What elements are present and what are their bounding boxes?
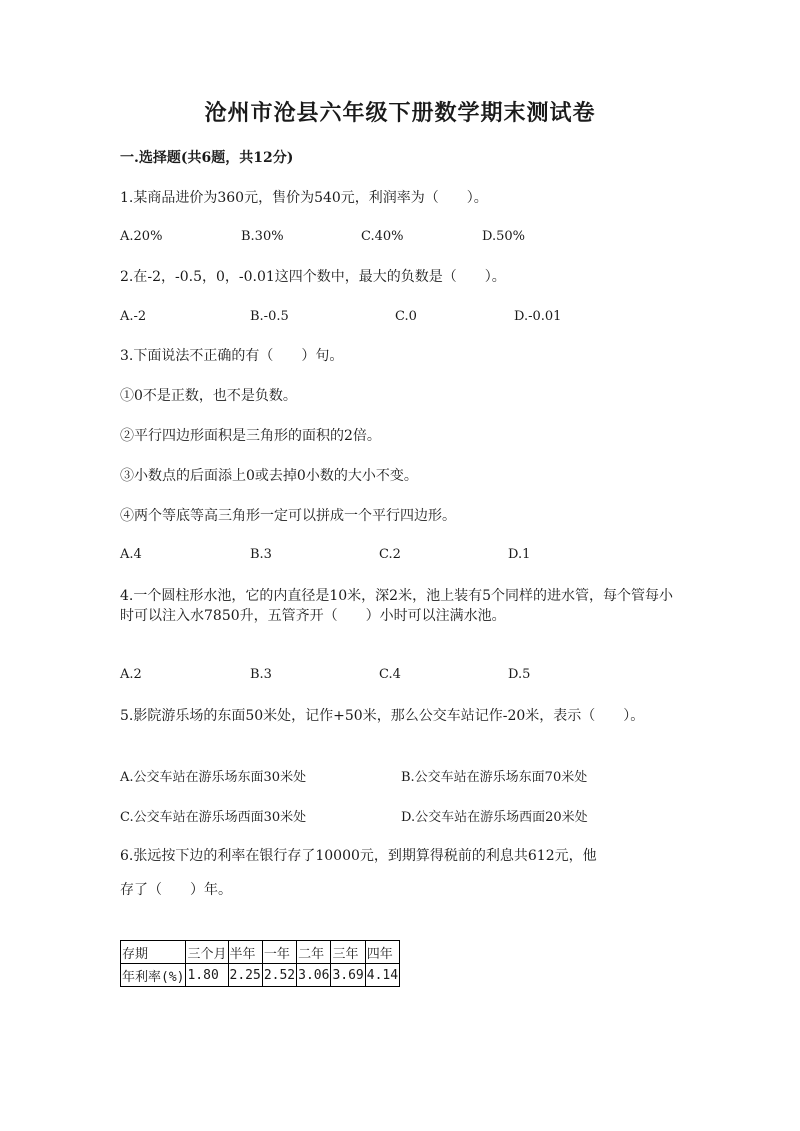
question-3-text: 3.下面说法不正确的有（ ）句。 [120,348,344,364]
q5-option-b: B.公交车站在游乐场东面70米处 [401,770,588,785]
table-cell: 三年 [331,941,365,964]
q3-statement-3: ③小数点的后面添上0或去掉0小数的大小不变。 [120,468,418,484]
q5-option-c: C.公交车站在游乐场西面30米处 [120,810,307,825]
table-cell: 年利率(%) [121,964,186,987]
table-header-row [121,941,400,964]
q3-option-c: C.2 [379,547,401,562]
question-1-text: 1.某商品进价为360元，售价为540元，利润率为（ ）。 [120,190,488,206]
q2-option-c: C.0 [395,309,417,324]
table-cell: 二年 [297,941,331,964]
q3-option-d: D.1 [508,547,531,562]
table-row [121,964,400,987]
table-cell: 2.52 [262,964,296,987]
table-cell: 一年 [262,941,296,964]
table-cell: 4.14 [365,964,399,987]
question-6-text-line-1: 6.张远按下边的利率在银行存了10000元，到期算得税前的利息共612元，他 [120,848,597,864]
q2-option-b: B.-0.5 [250,309,289,324]
q1-option-d: D.50% [482,229,525,244]
table-cell: 存期 [121,941,186,964]
question-4-text: 4.一个圆柱形水池，它的内直径是10米，深2米，池上装有5个同样的进水管，每个管每小时可以注入水7850升，五管齐开（ ）小时可以注满水池。 [120,588,673,624]
q3-statement-2: ②平行四边形面积是三角形的面积的2倍。 [120,428,381,444]
q3-statement-4: ④两个等底等高三角形一定可以拼成一个平行四边形。 [120,508,456,524]
table-cell: 半年 [228,941,262,964]
q1-option-c: C.40% [361,229,404,244]
q4-option-a: A.2 [120,667,142,682]
q3-option-b: B.3 [250,547,272,562]
table-cell: 四年 [365,941,399,964]
q3-option-a: A.4 [120,547,142,562]
question-2-text: 2.在-2，-0.5，0，-0.01这四个数中，最大的负数是（ ）。 [120,269,506,285]
table-cell: 三个月 [186,941,228,964]
q1-option-a: A.20% [120,229,163,244]
q1-option-b: B.30% [241,229,284,244]
table-cell: 3.06 [297,964,331,987]
q3-statement-1: ①0不是正数，也不是负数。 [120,388,297,404]
table-cell: 3.69 [331,964,365,987]
interest-rate-table [120,940,400,987]
q2-option-a: A.-2 [120,309,147,324]
section-heading: 一.选择题(共6题，共12分) [120,150,294,166]
q4-option-d: D.5 [508,667,531,682]
question-6-text-line-2: 存了（ ）年。 [120,882,232,898]
q5-option-a: A.公交车站在游乐场东面30米处 [120,770,307,785]
table-cell: 2.25 [228,964,262,987]
page-title: 沧州市沧县六年级下册数学期末测试卷 [204,100,596,126]
table-cell: 1.80 [186,964,228,987]
q2-option-d: D.-0.01 [514,309,562,324]
q4-option-c: C.4 [379,667,401,682]
q4-option-b: B.3 [250,667,272,682]
q5-option-d: D.公交车站在游乐场西面20米处 [401,810,588,825]
question-5-text: 5.影院游乐场的东面50米处，记作+50米，那么公交车站记作-20米，表示（ ）。 [120,708,645,724]
